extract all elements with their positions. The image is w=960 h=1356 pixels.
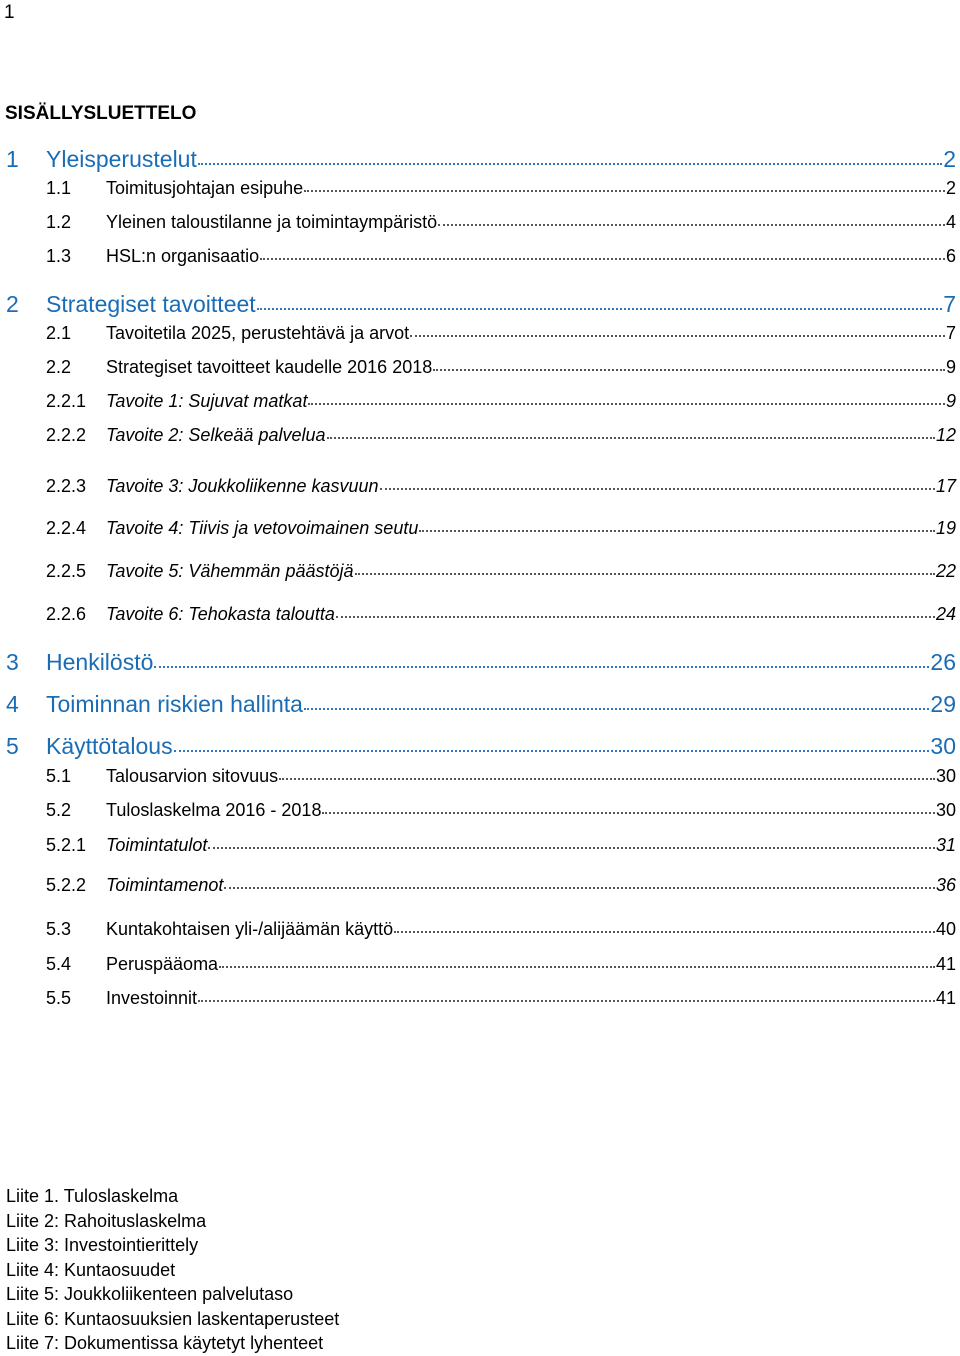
- toc-entry-page: 26: [930, 649, 956, 675]
- toc-entry[interactable]: [46, 476, 956, 497]
- dot-leader: [380, 488, 935, 490]
- toc-entry-title: Yleisperustelut: [46, 146, 197, 172]
- toc-title: SISÄLLYSLUETTELO: [5, 103, 197, 124]
- toc-entry-number: 2.2.6: [46, 604, 87, 624]
- toc-entry-page: 31: [935, 835, 956, 855]
- appendix-item: Liite 4: Kuntaosuudet: [6, 1259, 176, 1280]
- toc-entry-page: 30: [930, 733, 956, 759]
- dot-leader: [355, 573, 935, 575]
- dot-leader: [174, 750, 930, 752]
- toc-entry[interactable]: [46, 212, 956, 233]
- toc-entry[interactable]: [46, 323, 956, 344]
- dot-leader: [224, 887, 935, 889]
- toc-entry-number: 2.1: [46, 323, 72, 343]
- dot-leader: [438, 224, 945, 226]
- toc-entry-title: Strategiset tavoitteet: [46, 291, 256, 317]
- toc-entry-page: 30: [935, 800, 956, 820]
- toc-entry[interactable]: [46, 391, 956, 412]
- toc-entry[interactable]: [46, 919, 956, 940]
- toc-entry[interactable]: [46, 178, 956, 199]
- toc-entry-number: 1.1: [46, 178, 72, 198]
- toc-entry-title: Toimintatulot: [106, 835, 208, 855]
- dot-leader: [260, 258, 945, 260]
- dot-leader: [327, 437, 935, 439]
- toc-entry[interactable]: [46, 357, 956, 378]
- dot-leader: [308, 403, 945, 405]
- toc-entry[interactable]: [6, 649, 956, 676]
- toc-entry[interactable]: [46, 518, 956, 539]
- toc-entry-number: 2.2.3: [46, 476, 87, 496]
- toc-entry-page: 9: [945, 391, 956, 411]
- toc-entry-title: Toimitusjohtajan esipuhe: [106, 178, 304, 198]
- toc-entry[interactable]: [46, 800, 956, 821]
- toc-entry[interactable]: [46, 835, 956, 856]
- toc-entry-number: 2.2: [46, 357, 72, 377]
- page-number: 1: [4, 2, 15, 23]
- toc-entry-page: 22: [935, 561, 956, 581]
- toc-entry-title: HSL:n organisaatio: [106, 246, 260, 266]
- toc-entry-page: 7: [945, 323, 956, 343]
- toc-entry-title: Tavoite 4: Tiivis ja vetovoimainen seutu: [106, 518, 419, 538]
- appendix-item: Liite 1. Tuloslaskelma: [6, 1186, 179, 1206]
- toc-entry-page: 6: [945, 246, 956, 266]
- dot-leader: [304, 708, 929, 710]
- toc-entry-page: 7: [943, 291, 956, 317]
- toc-entry-number: 1: [6, 146, 19, 172]
- dot-leader: [433, 369, 945, 371]
- toc-entry-number: 5: [6, 733, 19, 759]
- toc-entry-page: 2: [945, 178, 956, 198]
- toc-entry-number: 1.3: [46, 246, 72, 266]
- toc-entry-page: 9: [945, 357, 956, 377]
- toc-entry-title: Tavoite 1: Sujuvat matkat: [106, 391, 308, 411]
- toc-entry-title: Strategiset tavoitteet kaudelle 2016 2018: [106, 357, 433, 377]
- toc-entry-title: Talousarvion sitovuus: [106, 766, 279, 786]
- toc-entry-number: 2.2.5: [46, 561, 87, 581]
- dot-leader: [410, 335, 945, 337]
- dot-leader: [336, 616, 935, 618]
- toc-entry-number: 5.1: [46, 766, 72, 786]
- toc-entry-number: 3: [6, 649, 19, 675]
- dot-leader: [394, 931, 935, 933]
- toc-entry-number: 5.2: [46, 800, 72, 820]
- toc-entry[interactable]: [46, 425, 956, 446]
- dot-leader: [208, 847, 935, 849]
- toc-entry-number: 5.3: [46, 919, 72, 939]
- toc-entry-number: 5.2.2: [46, 875, 87, 895]
- toc-entry-page: 2: [943, 146, 956, 172]
- dot-leader: [304, 190, 945, 192]
- toc-entry-number: 4: [6, 691, 19, 717]
- toc-entry-number: 5.5: [46, 988, 72, 1008]
- toc-entry-page: 4: [945, 212, 956, 232]
- dot-leader: [219, 966, 935, 968]
- toc-entry-title: Toimintamenot: [106, 875, 224, 895]
- toc-entry-page: 12: [935, 425, 956, 445]
- toc-entry-number: 5.2.1: [46, 835, 87, 855]
- toc-entry[interactable]: [46, 604, 956, 625]
- toc-entry-number: 2.2.1: [46, 391, 87, 411]
- dot-leader: [279, 778, 935, 780]
- toc-entry-title: Tavoite 2: Selkeää palvelua: [106, 425, 326, 445]
- toc-entry-title: Tavoite 6: Tehokasta taloutta: [106, 604, 335, 624]
- toc-entry-page: 17: [935, 476, 956, 496]
- toc-entry[interactable]: [46, 246, 956, 267]
- toc-entry-title: Tavoite 5: Vähemmän päästöjä: [106, 561, 354, 581]
- toc-entry-page: 19: [935, 518, 956, 538]
- dot-leader: [154, 666, 929, 668]
- toc-entry[interactable]: [6, 146, 956, 173]
- appendix-item: Liite 5: Joukkoliikenteen palvelutaso: [6, 1284, 294, 1304]
- toc-entry[interactable]: [6, 733, 956, 760]
- appendix-item: Liite 7: Dokumentissa käytetyt lyhenteet: [6, 1333, 324, 1353]
- toc-entry[interactable]: [46, 954, 956, 975]
- toc-entry-page: 41: [935, 954, 956, 974]
- toc-entry-title: Kuntakohtaisen yli-/alijäämän käyttö: [106, 919, 394, 939]
- appendix-item: Liite 3: Investointierittely: [6, 1235, 199, 1255]
- toc-entry-number: 5.4: [46, 954, 72, 974]
- toc-entry-title: Käyttötalous: [46, 733, 173, 759]
- toc-entry-title: Yleinen taloustilanne ja toimintaympäristö: [106, 212, 438, 232]
- dot-leader: [257, 308, 943, 310]
- toc-entry-number: 2: [6, 291, 19, 317]
- toc-entry-title: Peruspääoma: [106, 954, 219, 974]
- toc-entry[interactable]: [46, 766, 956, 787]
- toc-entry-title: Henkilöstö: [46, 649, 154, 675]
- toc-entry-page: 29: [930, 691, 956, 717]
- toc-entry-number: 2.2.4: [46, 518, 87, 538]
- appendix-list: [6, 1184, 339, 1356]
- toc-entry[interactable]: [6, 291, 956, 318]
- dot-leader: [419, 530, 935, 532]
- appendix-item: Liite 6: Kuntaosuuksien laskentaperusteet: [6, 1308, 340, 1329]
- appendix-item: Liite 2: Rahoituslaskelma: [6, 1210, 207, 1231]
- toc-entry-page: 41: [935, 988, 956, 1008]
- toc-entry-page: 24: [935, 604, 956, 624]
- toc-entry-number: 1.2: [46, 212, 72, 232]
- toc-entry-page: 36: [935, 875, 956, 895]
- toc-entry-title: Toiminnan riskien hallinta: [46, 691, 303, 717]
- dot-leader: [198, 1000, 935, 1002]
- toc-entry-number: 2.2.2: [46, 425, 87, 445]
- toc-entry[interactable]: [46, 561, 956, 582]
- dot-leader: [322, 812, 935, 814]
- toc-entry-page: 30: [935, 766, 956, 786]
- dot-leader: [198, 163, 942, 165]
- toc-entry[interactable]: [46, 988, 956, 1009]
- toc-entry-title: Tuloslaskelma 2016 - 2018: [106, 800, 322, 820]
- toc-entry[interactable]: [6, 691, 956, 718]
- toc-entry[interactable]: [46, 875, 956, 896]
- toc-entry-title: Tavoitetila 2025, perustehtävä ja arvot: [106, 323, 410, 343]
- toc-entry-title: Investoinnit: [106, 988, 198, 1008]
- toc-entry-title: Tavoite 3: Joukkoliikenne kasvuun: [106, 476, 379, 496]
- toc-entry-page: 40: [935, 919, 956, 939]
